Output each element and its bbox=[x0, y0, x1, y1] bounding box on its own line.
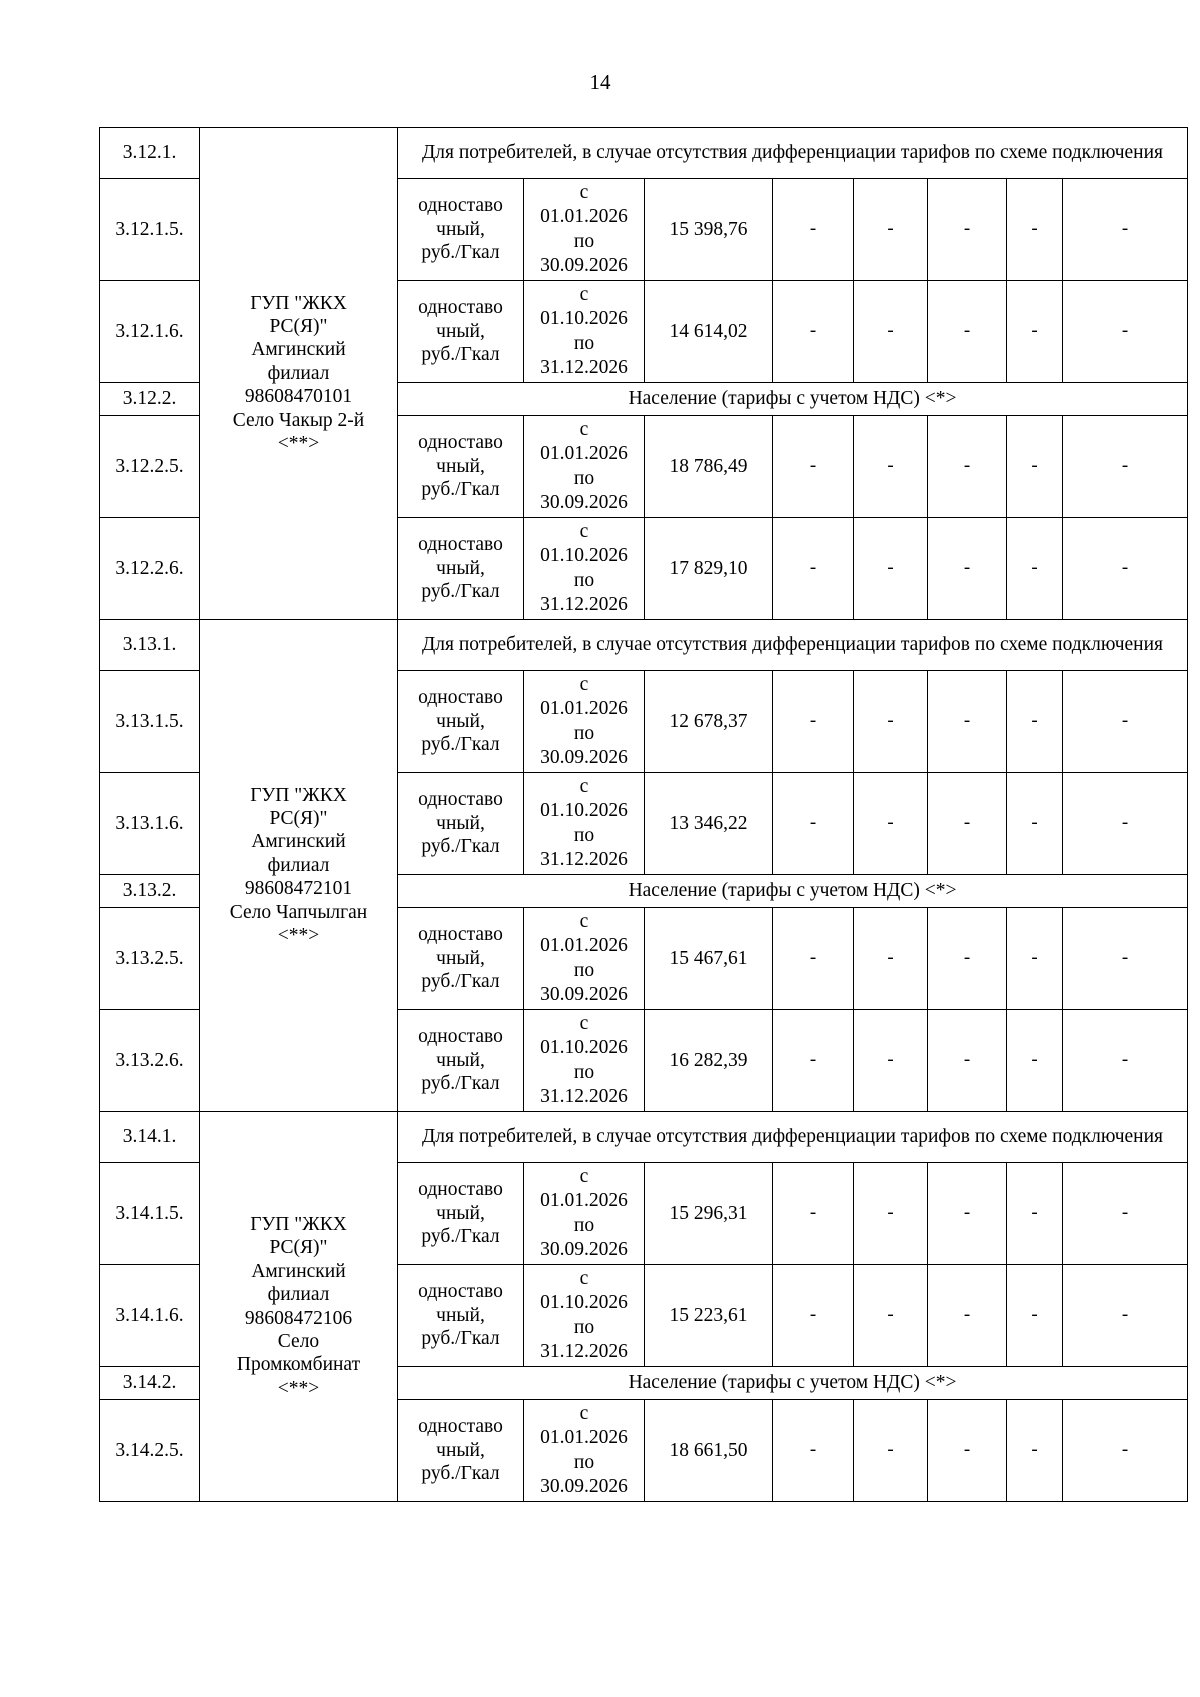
row-code: 3.14.2. bbox=[100, 1367, 200, 1400]
tariff-value: 13 346,22 bbox=[645, 773, 773, 875]
tariff-period: с 01.10.2026 по 31.12.2026 bbox=[524, 1265, 645, 1367]
tariff-period: с 01.10.2026 по 31.12.2026 bbox=[524, 518, 645, 620]
tariff-empty-cell: - bbox=[773, 1163, 854, 1265]
tariff-empty-cell: - bbox=[928, 281, 1007, 383]
tariff-period: с 01.01.2026 по 30.09.2026 bbox=[524, 1163, 645, 1265]
tariff-value: 17 829,10 bbox=[645, 518, 773, 620]
tariff-empty-cell: - bbox=[1063, 416, 1188, 518]
row-code: 3.14.1. bbox=[100, 1112, 200, 1163]
tariff-value: 15 296,31 bbox=[645, 1163, 773, 1265]
tariff-empty-cell: - bbox=[773, 281, 854, 383]
tariff-type: одноставо чный, руб./Гкал bbox=[398, 773, 524, 875]
tariff-type: одноставо чный, руб./Гкал bbox=[398, 518, 524, 620]
tariff-type: одноставо чный, руб./Гкал bbox=[398, 1265, 524, 1367]
section-header-row bbox=[100, 1112, 1188, 1163]
section-title: Для потребителей, в случае отсутствия дифференциации тарифов по схеме подключения bbox=[398, 620, 1188, 671]
tariff-value: 15 467,61 bbox=[645, 908, 773, 1010]
population-title: Население (тарифы с учетом НДС) <*> bbox=[398, 383, 1188, 416]
section-title: Для потребителей, в случае отсутствия дифференциации тарифов по схеме подключения bbox=[398, 1112, 1188, 1163]
tariff-empty-cell: - bbox=[1007, 908, 1063, 1010]
tariff-empty-cell: - bbox=[773, 518, 854, 620]
tariff-period: с 01.01.2026 по 30.09.2026 bbox=[524, 671, 645, 773]
tariff-empty-cell: - bbox=[773, 671, 854, 773]
tariff-type: одноставо чный, руб./Гкал bbox=[398, 908, 524, 1010]
tariff-empty-cell: - bbox=[1063, 1010, 1188, 1112]
tariff-type: одноставо чный, руб./Гкал bbox=[398, 1400, 524, 1502]
tariff-type: одноставо чный, руб./Гкал bbox=[398, 671, 524, 773]
tariff-empty-cell: - bbox=[854, 416, 928, 518]
tariff-empty-cell: - bbox=[773, 1400, 854, 1502]
tariff-empty-cell: - bbox=[1007, 773, 1063, 875]
organization-cell bbox=[200, 128, 398, 620]
tariff-period: с 01.01.2026 по 30.09.2026 bbox=[524, 179, 645, 281]
row-code: 3.12.2. bbox=[100, 383, 200, 416]
tariff-empty-cell: - bbox=[1063, 1265, 1188, 1367]
row-code: 3.14.1.6. bbox=[100, 1265, 200, 1367]
tariff-empty-cell: - bbox=[854, 518, 928, 620]
tariff-type: одноставо чный, руб./Гкал bbox=[398, 179, 524, 281]
section-header-row bbox=[100, 128, 1188, 179]
page-number: 14 bbox=[589, 70, 611, 94]
tariff-empty-cell: - bbox=[1063, 179, 1188, 281]
tariff-empty-cell: - bbox=[773, 416, 854, 518]
tariff-type: одноставо чный, руб./Гкал bbox=[398, 1010, 524, 1112]
row-code: 3.13.1.5. bbox=[100, 671, 200, 773]
row-code: 3.13.2.5. bbox=[100, 908, 200, 1010]
tariff-empty-cell: - bbox=[928, 773, 1007, 875]
population-title: Население (тарифы с учетом НДС) <*> bbox=[398, 1367, 1188, 1400]
row-code: 3.13.2. bbox=[100, 875, 200, 908]
row-code: 3.12.2.6. bbox=[100, 518, 200, 620]
population-title: Население (тарифы с учетом НДС) <*> bbox=[398, 875, 1188, 908]
tariff-empty-cell: - bbox=[928, 518, 1007, 620]
tariff-empty-cell: - bbox=[1063, 1163, 1188, 1265]
row-code: 3.12.1. bbox=[100, 128, 200, 179]
tariff-empty-cell: - bbox=[1007, 179, 1063, 281]
row-code: 3.12.1.6. bbox=[100, 281, 200, 383]
tariff-empty-cell: - bbox=[1063, 518, 1188, 620]
tariff-value: 15 398,76 bbox=[645, 179, 773, 281]
tariff-empty-cell: - bbox=[928, 1163, 1007, 1265]
tariff-period: с 01.01.2026 по 30.09.2026 bbox=[524, 416, 645, 518]
tariff-empty-cell: - bbox=[1063, 773, 1188, 875]
tariff-type: одноставо чный, руб./Гкал bbox=[398, 281, 524, 383]
row-code: 3.13.1.6. bbox=[100, 773, 200, 875]
tariff-empty-cell: - bbox=[854, 1010, 928, 1112]
tariff-empty-cell: - bbox=[1007, 416, 1063, 518]
tariff-period: с 01.10.2026 по 31.12.2026 bbox=[524, 281, 645, 383]
tariff-empty-cell: - bbox=[1007, 1163, 1063, 1265]
tariff-empty-cell: - bbox=[854, 773, 928, 875]
tariff-empty-cell: - bbox=[1007, 1400, 1063, 1502]
tariff-type: одноставо чный, руб./Гкал bbox=[398, 416, 524, 518]
tariff-empty-cell: - bbox=[854, 908, 928, 1010]
tariff-empty-cell: - bbox=[928, 416, 1007, 518]
row-code: 3.14.2.5. bbox=[100, 1400, 200, 1502]
tariff-value: 18 786,49 bbox=[645, 416, 773, 518]
tariff-period: с 01.01.2026 по 30.09.2026 bbox=[524, 1400, 645, 1502]
tariff-empty-cell: - bbox=[1007, 518, 1063, 620]
section-header-row bbox=[100, 620, 1188, 671]
tariff-value: 14 614,02 bbox=[645, 281, 773, 383]
tariff-period: с 01.01.2026 по 30.09.2026 bbox=[524, 908, 645, 1010]
tariff-empty-cell: - bbox=[928, 671, 1007, 773]
tariff-empty-cell: - bbox=[854, 1400, 928, 1502]
tariff-empty-cell: - bbox=[773, 773, 854, 875]
tariff-period: с 01.10.2026 по 31.12.2026 bbox=[524, 1010, 645, 1112]
organization-name: ГУП "ЖКХ РС(Я)" Амгинский филиал 98608470101 Село Чакыр 2-й <**> bbox=[232, 292, 365, 454]
tariff-empty-cell: - bbox=[773, 1265, 854, 1367]
tariff-empty-cell: - bbox=[773, 908, 854, 1010]
row-code: 3.12.2.5. bbox=[100, 416, 200, 518]
tariff-empty-cell: - bbox=[928, 1010, 1007, 1112]
section-title: Для потребителей, в случае отсутствия дифференциации тарифов по схеме подключения bbox=[398, 128, 1188, 179]
tariff-empty-cell: - bbox=[1063, 1400, 1188, 1502]
tariff-empty-cell: - bbox=[928, 1400, 1007, 1502]
tariff-empty-cell: - bbox=[928, 908, 1007, 1010]
tariff-empty-cell: - bbox=[773, 179, 854, 281]
tariff-empty-cell: - bbox=[854, 281, 928, 383]
tariff-type: одноставо чный, руб./Гкал bbox=[398, 1163, 524, 1265]
tariff-value: 15 223,61 bbox=[645, 1265, 773, 1367]
tariff-empty-cell: - bbox=[928, 179, 1007, 281]
row-code: 3.13.2.6. bbox=[100, 1010, 200, 1112]
organization-name: ГУП "ЖКХ РС(Я)" Амгинский филиал 98608472106 Село Промкомбинат <**> bbox=[236, 1213, 361, 1399]
organization-cell bbox=[200, 620, 398, 1112]
tariff-table bbox=[99, 127, 1188, 1502]
tariff-empty-cell: - bbox=[854, 1163, 928, 1265]
tariff-empty-cell: - bbox=[1063, 281, 1188, 383]
tariff-empty-cell: - bbox=[1007, 1010, 1063, 1112]
tariff-empty-cell: - bbox=[773, 1010, 854, 1112]
tariff-value: 16 282,39 bbox=[645, 1010, 773, 1112]
tariff-value: 18 661,50 bbox=[645, 1400, 773, 1502]
tariff-empty-cell: - bbox=[1063, 908, 1188, 1010]
tariff-empty-cell: - bbox=[1007, 281, 1063, 383]
tariff-empty-cell: - bbox=[854, 1265, 928, 1367]
tariff-value: 12 678,37 bbox=[645, 671, 773, 773]
row-code: 3.13.1. bbox=[100, 620, 200, 671]
tariff-empty-cell: - bbox=[928, 1265, 1007, 1367]
tariff-empty-cell: - bbox=[1063, 671, 1188, 773]
tariff-empty-cell: - bbox=[854, 179, 928, 281]
tariff-empty-cell: - bbox=[1007, 1265, 1063, 1367]
tariff-period: с 01.10.2026 по 31.12.2026 bbox=[524, 773, 645, 875]
row-code: 3.12.1.5. bbox=[100, 179, 200, 281]
row-code: 3.14.1.5. bbox=[100, 1163, 200, 1265]
organization-cell bbox=[200, 1112, 398, 1502]
tariff-table-body bbox=[100, 128, 1188, 1502]
tariff-empty-cell: - bbox=[1007, 671, 1063, 773]
organization-name: ГУП "ЖКХ РС(Я)" Амгинский филиал 98608472101 Село Чапчылган <**> bbox=[229, 784, 368, 946]
tariff-empty-cell: - bbox=[854, 671, 928, 773]
